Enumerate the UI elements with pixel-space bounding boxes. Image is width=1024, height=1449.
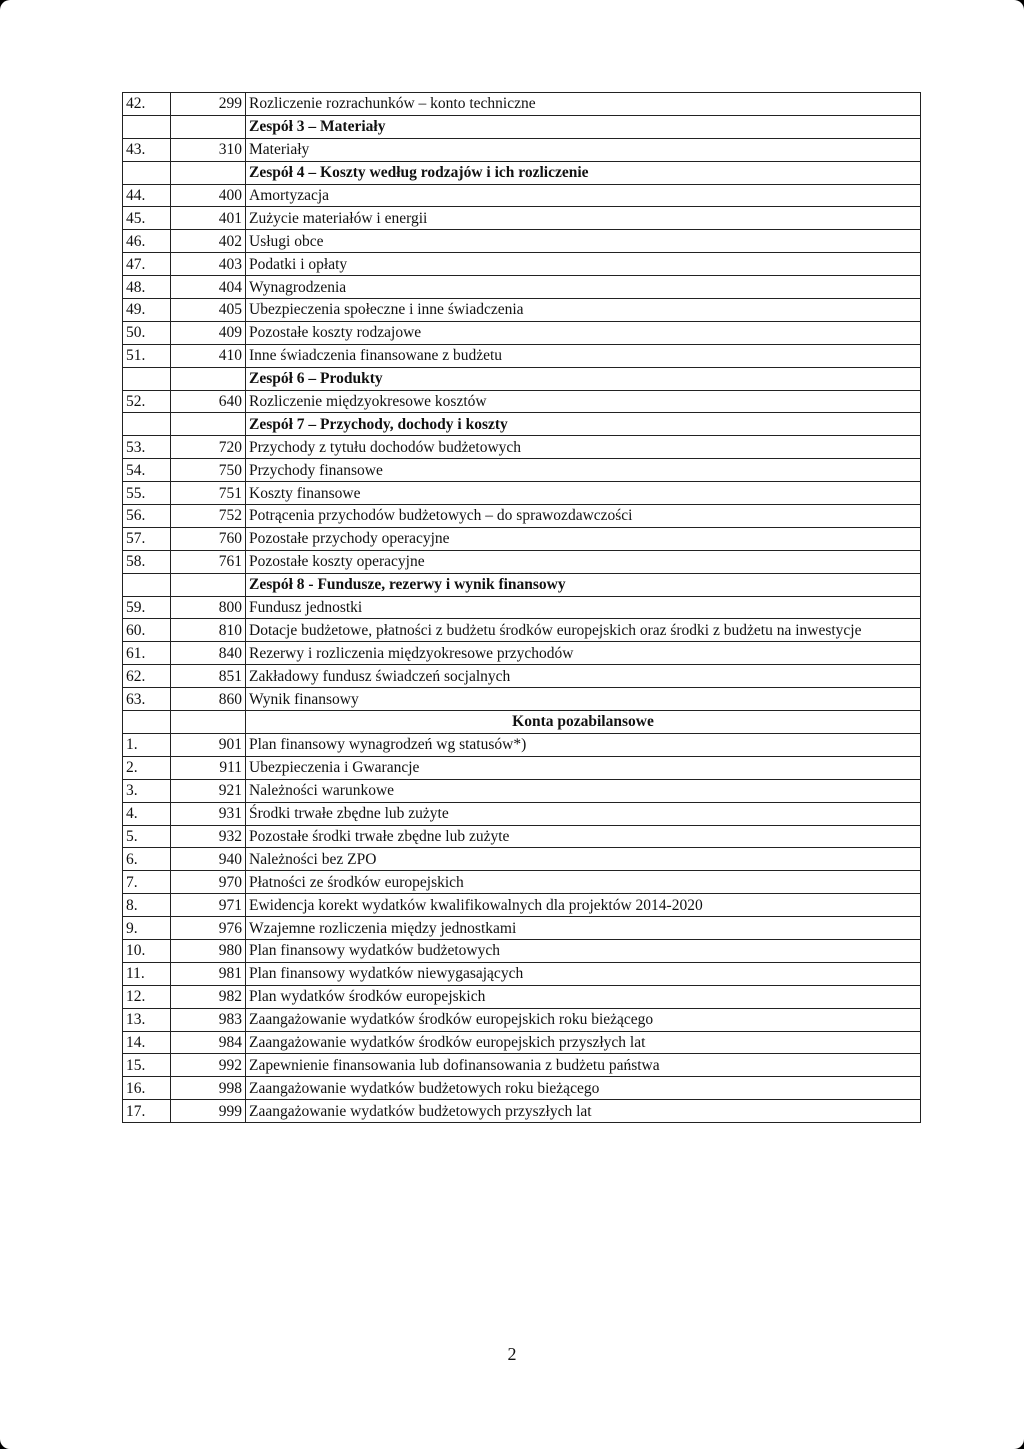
empty-cell [171,161,246,184]
account-row [123,1008,921,1031]
account-row [123,344,921,367]
row-number: 7. [123,871,171,894]
account-code: 720 [171,436,246,459]
account-row [123,596,921,619]
empty-cell [123,413,171,436]
section-header-row [123,367,921,390]
account-code: 932 [171,825,246,848]
section-title: Zespół 3 – Materiały [246,115,921,138]
account-row [123,1031,921,1054]
account-name: Wynagrodzenia [246,276,921,299]
row-number: 49. [123,299,171,322]
account-code: 981 [171,962,246,985]
account-row [123,665,921,688]
row-number: 51. [123,344,171,367]
account-code: 982 [171,985,246,1008]
account-row [123,253,921,276]
row-number: 3. [123,779,171,802]
account-name: Wynik finansowy [246,688,921,711]
account-name: Zakładowy fundusz świadczeń socjalnych [246,665,921,688]
account-row [123,848,921,871]
row-number: 16. [123,1077,171,1100]
account-row [123,642,921,665]
account-code: 800 [171,596,246,619]
row-number: 54. [123,459,171,482]
account-name: Pozostałe koszty rodzajowe [246,321,921,344]
empty-cell [171,711,246,734]
account-code: 751 [171,482,246,505]
account-name: Ewidencja korekt wydatków kwalifikowalnych dla projektów 2014-2020 [246,894,921,917]
row-number: 2. [123,756,171,779]
account-name: Płatności ze środków europejskich [246,871,921,894]
section-title: Zespół 4 – Koszty według rodzajów i ich rozliczenie [246,161,921,184]
account-name: Koszty finansowe [246,482,921,505]
table-body [123,93,921,1123]
account-code: 931 [171,802,246,825]
account-row [123,230,921,253]
row-number: 10. [123,939,171,962]
account-code: 999 [171,1100,246,1123]
section-title: Zespół 6 – Produkty [246,367,921,390]
account-row [123,917,921,940]
empty-cell [123,573,171,596]
account-row [123,93,921,116]
account-code: 992 [171,1054,246,1077]
account-row [123,962,921,985]
account-code: 405 [171,299,246,322]
account-code: 310 [171,138,246,161]
empty-cell [171,115,246,138]
row-number: 56. [123,505,171,528]
account-code: 752 [171,505,246,528]
row-number: 44. [123,184,171,207]
row-number: 5. [123,825,171,848]
page-number: 2 [507,1344,517,1364]
account-name: Zaangażowanie wydatków budżetowych roku bieżącego [246,1077,921,1100]
account-name: Wzajemne rozliczenia między jednostkami [246,917,921,940]
account-name: Należności warunkowe [246,779,921,802]
account-code: 410 [171,344,246,367]
section-header-row [123,573,921,596]
account-row [123,619,921,642]
account-row [123,894,921,917]
account-name: Zużycie materiałów i energii [246,207,921,230]
account-row [123,207,921,230]
account-row [123,1100,921,1123]
account-code: 940 [171,848,246,871]
account-name: Pozostałe przychody operacyjne [246,527,921,550]
account-row [123,1077,921,1100]
empty-cell [171,413,246,436]
account-row [123,276,921,299]
account-row [123,505,921,528]
account-row [123,527,921,550]
account-code: 901 [171,733,246,756]
account-row [123,550,921,573]
account-name: Potrącenia przychodów budżetowych – do sprawozdawczości [246,505,921,528]
account-name: Dotacje budżetowe, płatności z budżetu środków europejskich oraz środki z budżetu na inwestycje [246,619,921,642]
account-name: Plan wydatków środków europejskich [246,985,921,1008]
row-number: 59. [123,596,171,619]
account-code: 998 [171,1077,246,1100]
empty-cell [123,161,171,184]
account-name: Należności bez ZPO [246,848,921,871]
account-row [123,321,921,344]
account-name: Plan finansowy wydatków niewygasających [246,962,921,985]
account-code: 980 [171,939,246,962]
row-number: 4. [123,802,171,825]
account-row [123,939,921,962]
row-number: 45. [123,207,171,230]
account-row [123,756,921,779]
account-code: 860 [171,688,246,711]
account-code: 761 [171,550,246,573]
account-row [123,802,921,825]
section-header-row [123,161,921,184]
account-row [123,688,921,711]
account-code: 840 [171,642,246,665]
row-number: 53. [123,436,171,459]
account-code: 404 [171,276,246,299]
account-row [123,138,921,161]
account-name: Podatki i opłaty [246,253,921,276]
account-name: Plan finansowy wynagrodzeń wg statusów*) [246,733,921,756]
account-name: Przychody finansowe [246,459,921,482]
empty-cell [123,711,171,734]
account-code: 983 [171,1008,246,1031]
row-number: 14. [123,1031,171,1054]
row-number: 8. [123,894,171,917]
account-name: Rozliczenie rozrachunków – konto techniczne [246,93,921,116]
account-row [123,436,921,459]
account-code: 921 [171,779,246,802]
account-name: Pozostałe środki trwałe zbędne lub zużyte [246,825,921,848]
account-name: Środki trwałe zbędne lub zużyte [246,802,921,825]
account-name: Materiały [246,138,921,161]
account-row [123,733,921,756]
row-number: 63. [123,688,171,711]
account-row [123,825,921,848]
section-header-row [123,413,921,436]
account-code: 299 [171,93,246,116]
account-code: 984 [171,1031,246,1054]
section-title: Zespół 8 - Fundusze, rezerwy i wynik finansowy [246,573,921,596]
account-name: Rezerwy i rozliczenia międzyokresowe przychodów [246,642,921,665]
row-number: 55. [123,482,171,505]
account-code: 409 [171,321,246,344]
chart-of-accounts-table [122,92,921,1123]
row-number: 47. [123,253,171,276]
account-code: 401 [171,207,246,230]
account-code: 970 [171,871,246,894]
account-code: 760 [171,527,246,550]
account-name: Zaangażowanie wydatków środków europejskich roku bieżącego [246,1008,921,1031]
section-header-row [123,711,921,734]
row-number: 62. [123,665,171,688]
row-number: 13. [123,1008,171,1031]
account-code: 810 [171,619,246,642]
row-number: 58. [123,550,171,573]
section-header-row [123,115,921,138]
account-name: Ubezpieczenia i Gwarancje [246,756,921,779]
account-name: Zaangażowanie wydatków budżetowych przyszłych lat [246,1100,921,1123]
section-title: Konta pozabilansowe [246,711,921,734]
account-code: 750 [171,459,246,482]
row-number: 12. [123,985,171,1008]
row-number: 48. [123,276,171,299]
account-name: Zaangażowanie wydatków środków europejskich przyszłych lat [246,1031,921,1054]
row-number: 52. [123,390,171,413]
account-row [123,459,921,482]
account-name: Przychody z tytułu dochodów budżetowych [246,436,921,459]
empty-cell [171,573,246,596]
empty-cell [171,367,246,390]
account-code: 402 [171,230,246,253]
account-name: Plan finansowy wydatków budżetowych [246,939,921,962]
section-title: Zespół 7 – Przychody, dochody i koszty [246,413,921,436]
account-row [123,299,921,322]
empty-cell [123,115,171,138]
row-number: 43. [123,138,171,161]
account-code: 971 [171,894,246,917]
account-code: 640 [171,390,246,413]
row-number: 60. [123,619,171,642]
account-code: 400 [171,184,246,207]
account-code: 976 [171,917,246,940]
account-row [123,779,921,802]
row-number: 57. [123,527,171,550]
account-row [123,1054,921,1077]
row-number: 17. [123,1100,171,1123]
account-name: Ubezpieczenia społeczne i inne świadczenia [246,299,921,322]
empty-cell [123,367,171,390]
row-number: 1. [123,733,171,756]
row-number: 11. [123,962,171,985]
row-number: 61. [123,642,171,665]
row-number: 15. [123,1054,171,1077]
row-number: 42. [123,93,171,116]
account-row [123,390,921,413]
account-name: Fundusz jednostki [246,596,921,619]
account-name: Inne świadczenia finansowane z budżetu [246,344,921,367]
row-number: 46. [123,230,171,253]
row-number: 6. [123,848,171,871]
account-row [123,184,921,207]
account-code: 911 [171,756,246,779]
row-number: 9. [123,917,171,940]
account-code: 403 [171,253,246,276]
account-code: 851 [171,665,246,688]
account-row [123,482,921,505]
row-number: 50. [123,321,171,344]
account-name: Rozliczenie międzyokresowe kosztów [246,390,921,413]
account-name: Zapewnienie finansowania lub dofinansowania z budżetu państwa [246,1054,921,1077]
account-row [123,871,921,894]
account-name: Amortyzacja [246,184,921,207]
account-name: Usługi obce [246,230,921,253]
account-row [123,985,921,1008]
account-name: Pozostałe koszty operacyjne [246,550,921,573]
